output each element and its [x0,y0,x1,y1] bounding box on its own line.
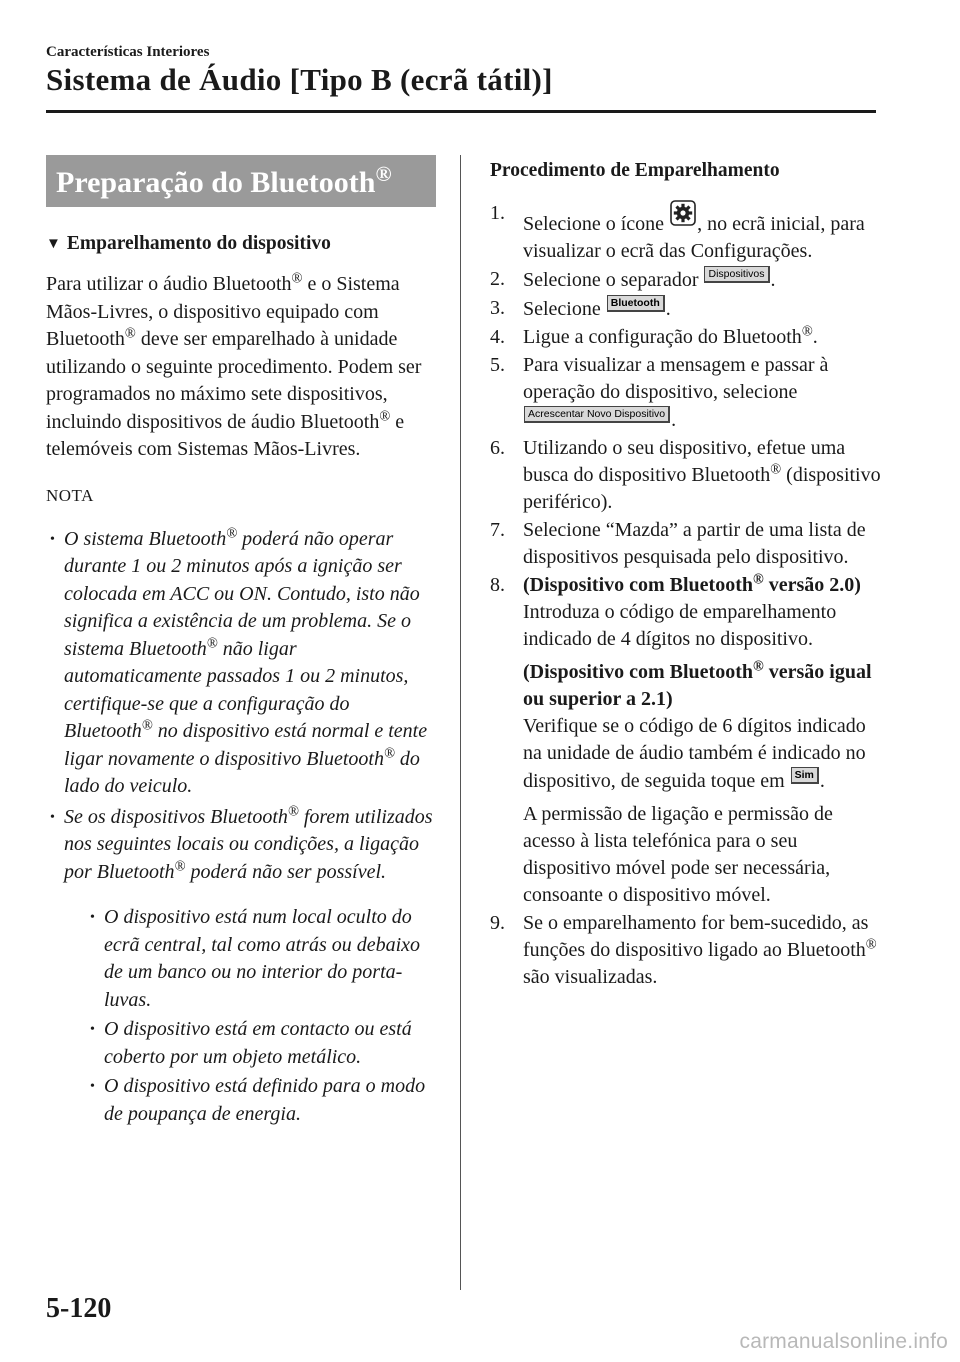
step-number: 4. [490,326,505,348]
sub-note-text: O dispositivo está num local oculto do ecrã central, tal como atrás ou debaixo de um banco ou no interior do porta-luvas. [104,906,421,1011]
step-text: versão igual ou superior a 2.1) [523,661,872,710]
step-text: Ligue a configuração do Bluetooth [523,326,802,348]
chapter-label: Características Interiores [46,44,210,60]
note-text: no dispositivo está normal e tente ligar novamente o dispositivo Bluetooth [64,720,428,770]
step-text: Selecione o ícone [523,213,670,235]
right-column [490,160,885,991]
step-6 [490,435,885,516]
step-text: Se o emparelhamento for bem-sucedido, as funções do dispositivo ligado ao Bluetooth [523,912,869,961]
registered-mark: ® [375,162,392,186]
bullet-icon: • [90,1022,95,1037]
yes-button[interactable]: Sim [791,767,819,784]
intro-text-2: e o Sistema Mãos-Livres, o dispositivo equipado com Bluetooth [46,273,400,350]
registered-mark: ® [291,270,303,287]
step-8 [490,572,885,909]
page-number: 5-120 [46,1293,112,1324]
step-text: (dispositivo periférico). [523,464,881,513]
registered-mark: ® [753,571,764,588]
triangle-down-icon: ▼ [46,236,61,252]
gear-icon [670,200,696,226]
procedure-title: Procedimento de Emparelhamento [490,160,780,181]
step-number: 6. [490,437,505,459]
step-4 [490,324,885,351]
step-7 [490,517,885,571]
registered-mark: ® [141,717,153,734]
bullet-icon: • [50,809,55,825]
sub-note-list [64,904,436,1128]
registered-mark: ® [865,936,877,953]
step-number: 7. [490,519,505,541]
step-text: versão 2.0) [763,574,861,596]
step-text: . [812,326,818,348]
note-text: Se os dispositivos Bluetooth [64,805,288,828]
subheading-text: Emparelhamento do dispositivo [66,233,331,254]
note-label: NOTA [46,485,94,505]
step-8-text-2 [523,713,885,795]
registered-mark: ® [174,857,186,874]
note-list [46,526,436,1129]
registered-mark: ® [753,658,764,675]
step-text: , no ecrã inicial, para visualizar o ecrã das Configurações. [523,213,865,262]
sub-note-text: O dispositivo está em contacto ou está coberto por um objeto metálico. [104,1018,412,1068]
column-divider [460,155,461,1290]
registered-mark: ® [379,407,391,424]
step-number: 9. [490,912,505,934]
step-number: 3. [490,297,505,319]
intro-paragraph [46,271,436,464]
bullet-icon: • [90,910,95,925]
sub-note-item [86,1073,436,1128]
step-3 [490,295,885,323]
step-8-heading-1 [523,572,885,599]
step-text: . [671,409,677,431]
step-8-text-1: Introduza o código de emparelhamento indicado de 4 dígitos no dispositivo. [523,601,837,650]
step-number: 8. [490,574,505,596]
step-text: Selecione o separador [523,269,704,291]
step-number: 2. [490,268,505,290]
registered-mark: ® [770,461,782,478]
note-text: poderá não ser possível. [185,860,387,883]
step-5-button-line [523,406,885,434]
header-rule [46,110,876,113]
step-text: são visualizadas. [523,966,658,988]
intro-text-1: Para utilizar o áudio Bluetooth [46,273,292,295]
note-item [46,804,436,1129]
watermark: carmanualsonline.info [739,1330,948,1353]
registered-mark: ® [124,325,136,342]
page-title: Sistema de Áudio [Tipo B (ecrã tátil)] [46,62,553,97]
registered-mark: ® [206,634,218,651]
subheading [46,233,436,255]
step-text: Para visualizar a mensagem e passar à operação do dispositivo, selecione [523,354,829,403]
step-text: Utilizando o seu dispositivo, efetue uma busca do dispositivo Bluetooth [523,437,846,486]
step-8-text-3: A permissão de ligação e permissão de acesso à lista telefónica para o seu dispositivo móvel pode ser necessária, consoante o dispositivo móvel. [523,803,833,906]
sub-note-text: O dispositivo está definido para o modo de poupança de energia. [104,1075,426,1125]
note-text: do lado do veiculo. [64,747,420,797]
step-9 [490,910,885,991]
sub-note-item [86,904,436,1014]
step-text: (Dispositivo com Bluetooth [523,661,753,683]
note-text: não ligar automaticamente passados 1 ou 2 minutos, certifique-se que a configuração do Bluetooth [64,637,409,742]
note-text: forem utilizados nos seguintes locais ou condições, a ligação por Bluetooth [64,805,433,883]
intro-text-4: e telemóveis com Sistemas Mãos-Livres. [46,410,405,460]
registered-mark: ® [801,323,813,340]
section-title-banner [46,155,436,207]
note-item [46,526,436,801]
step-text: (Dispositivo com Bluetooth [523,574,753,596]
step-5 [490,352,885,434]
registered-mark: ® [287,802,299,819]
step-text: . [665,298,671,320]
sub-note-item [86,1016,436,1071]
step-number: 5. [490,354,505,376]
add-new-device-button[interactable]: Acrescentar Novo Dispositivo [524,406,670,423]
intro-text-3: deve ser emparelhado à unidade utilizando o seguinte procedimento. Podem ser programados no máximo sete dispositivos, incluindo dispositivos de áudio Bluetooth [46,328,422,433]
left-column [46,155,436,1128]
step-text: Selecione [523,298,606,320]
devices-tab-button[interactable]: Dispositivos [704,266,769,283]
step-text: Verifique se o código de 6 dígitos indicado na unidade de áudio também é indicado no dispositivo, de seguida toque em [523,715,866,792]
step-text: . [770,269,776,291]
step-2 [490,266,885,294]
bullet-icon: • [50,531,55,547]
step-1 [490,200,885,265]
step-text: . [819,770,825,792]
step-number: 1. [490,202,505,224]
note-text: O sistema Bluetooth [64,527,227,550]
step-text: Selecione “Mazda” a partir de uma lista de dispositivos pesquisada pelo dispositivo. [523,519,866,568]
bullet-icon: • [90,1079,95,1094]
registered-mark: ® [383,744,395,761]
section-title-text: Preparação do Bluetooth [56,166,376,199]
bluetooth-button[interactable]: Bluetooth [607,295,665,312]
note-text: poderá não operar durante 1 ou 2 minutos após a ignição ser colocada em ACC ou ON. Contudo, isto não significa a existência de um problema. Se o sistema Bluetooth [64,527,420,660]
step-8-heading-2 [523,659,885,713]
registered-mark: ® [226,524,238,541]
steps-list [490,200,885,991]
